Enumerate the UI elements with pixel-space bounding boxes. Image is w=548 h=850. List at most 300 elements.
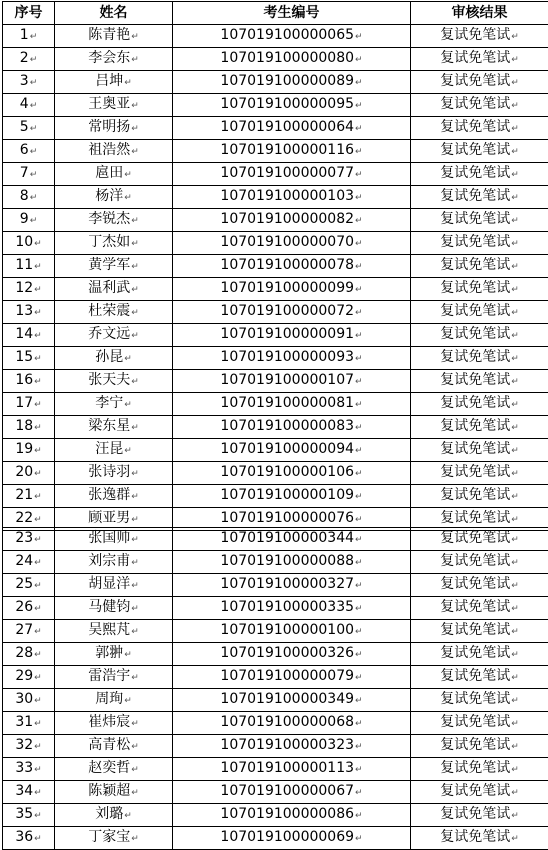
review-result: 复试免笔试 [440,714,510,730]
table-row [3,689,548,712]
exam-id: 107019100000113 [220,760,354,776]
exam-id-cell [173,620,411,643]
review-result: 复试免笔试 [440,211,510,227]
paragraph-mark-icon: ↵ [355,558,363,568]
row-number-cell [3,301,55,324]
table-row [3,347,548,370]
table-row [3,462,548,485]
exam-id-cell [173,255,411,278]
student-name-cell [55,666,173,689]
review-result-cell [411,551,548,574]
review-result: 复试免笔试 [440,96,510,112]
paragraph-mark-icon: ↵ [355,834,363,844]
student-name-cell [55,735,173,758]
exam-id-cell [173,735,411,758]
paragraph-mark-icon: ↵ [511,400,519,410]
review-result-cell [411,186,548,209]
paragraph-mark-icon: ↵ [34,308,42,318]
student-name: 黄学军 [88,257,130,273]
paragraph-mark-icon: ↵ [355,719,363,729]
row-number-cell [3,140,55,163]
row-number: 15 [15,349,33,365]
student-name-cell [55,255,173,278]
exam-id-cell [173,551,411,574]
row-number: 14 [15,326,33,342]
paragraph-mark-icon: ↵ [131,262,139,272]
paragraph-mark-icon: ↵ [34,719,42,729]
paragraph-mark-icon: ↵ [34,673,42,683]
row-number: 25 [15,576,33,592]
exam-id: 107019100000080 [220,50,354,66]
paragraph-mark-icon: ↵ [34,765,42,775]
table-row [3,140,548,163]
exam-id-cell [173,393,411,416]
paragraph-mark-icon: ↵ [355,331,363,341]
paragraph-mark-icon: ↵ [355,55,363,65]
paragraph-mark-icon: ↵ [511,581,519,591]
exam-id: 107019100000099 [220,280,354,296]
review-result: 复试免笔试 [440,737,510,753]
student-name-cell [55,643,173,666]
paragraph-mark-icon: ↵ [124,78,132,88]
review-result-cell [411,25,548,48]
review-result: 复试免笔试 [440,645,510,661]
paragraph-mark-icon: ↵ [355,239,363,249]
paragraph-mark-icon: ↵ [124,696,132,706]
row-number: 34 [15,783,33,799]
paragraph-mark-icon: ↵ [511,423,519,433]
review-result-cell [411,416,548,439]
row-number-cell [3,597,55,620]
exam-id: 107019100000106 [220,464,354,480]
review-result-cell [411,439,548,462]
review-result: 复试免笔试 [440,372,510,388]
row-number: 13 [15,303,33,319]
student-name: 崔炜宸 [88,714,130,730]
paragraph-mark-icon: ↵ [34,423,42,433]
table-row [3,301,548,324]
row-number-cell [3,117,55,140]
table-row [3,209,548,232]
review-result: 复试免笔试 [440,691,510,707]
review-result: 复试免笔试 [440,27,510,43]
paragraph-mark-icon: ↵ [30,216,38,226]
table-row [3,528,548,551]
header-no: 序号 [3,2,55,25]
student-name-cell [55,416,173,439]
review-result-cell [411,781,548,804]
paragraph-mark-icon: ↵ [30,124,38,134]
row-number-cell [3,232,55,255]
student-name-cell [55,439,173,462]
exam-id: 107019100000068 [220,714,354,730]
row-number-cell [3,416,55,439]
exam-id: 107019100000076 [220,510,354,526]
row-number: 24 [15,553,33,569]
review-result-cell [411,370,548,393]
student-name: 吕坤 [95,73,123,89]
paragraph-mark-icon: ↵ [131,308,139,318]
review-result: 复试免笔试 [440,257,510,273]
paragraph-mark-icon: ↵ [355,423,363,433]
paragraph-mark-icon: ↵ [511,558,519,568]
student-name-cell [55,140,173,163]
student-name: 张天夫 [88,372,130,388]
paragraph-mark-icon: ↵ [34,492,42,502]
exam-id-cell [173,485,411,508]
table-row [3,439,548,462]
paragraph-mark-icon: ↵ [511,216,519,226]
paragraph-mark-icon: ↵ [511,673,519,683]
exam-id: 107019100000081 [220,395,354,411]
table-body-part-2 [3,528,548,850]
review-result-cell [411,643,548,666]
exam-id-cell [173,25,411,48]
paragraph-mark-icon: ↵ [131,604,139,614]
exam-id: 107019100000088 [220,553,354,569]
row-number: 1 [20,27,29,43]
row-number: 30 [15,691,33,707]
row-number: 33 [15,760,33,776]
paragraph-mark-icon: ↵ [511,32,519,42]
exam-id: 107019100000326 [220,645,354,661]
student-name: 周珣 [95,691,123,707]
paragraph-mark-icon: ↵ [34,834,42,844]
review-result-cell [411,666,548,689]
student-name-cell [55,278,173,301]
row-number-cell [3,620,55,643]
table-row [3,827,548,850]
row-number-cell [3,781,55,804]
paragraph-mark-icon: ↵ [355,262,363,272]
paragraph-mark-icon: ↵ [131,101,139,111]
exam-id-cell [173,689,411,712]
row-number: 18 [15,418,33,434]
exam-id: 107019100000103 [220,188,354,204]
paragraph-mark-icon: ↵ [511,78,519,88]
exam-id-cell [173,278,411,301]
row-number-cell [3,666,55,689]
paragraph-mark-icon: ↵ [131,216,139,226]
paragraph-mark-icon: ↵ [34,469,42,479]
review-result-cell [411,485,548,508]
review-result-cell [411,620,548,643]
student-name: 李会东 [88,50,130,66]
paragraph-mark-icon: ↵ [355,285,363,295]
review-result-cell [411,301,548,324]
paragraph-mark-icon: ↵ [34,285,42,295]
student-name-cell [55,781,173,804]
exam-id: 107019100000094 [220,441,354,457]
review-result: 复试免笔试 [440,622,510,638]
student-name: 杜荣震 [88,303,130,319]
exam-id: 107019100000349 [220,691,354,707]
review-result: 复试免笔试 [440,395,510,411]
table-row [3,232,548,255]
exam-id: 107019100000078 [220,257,354,273]
review-result-cell [411,48,548,71]
paragraph-mark-icon: ↵ [34,811,42,821]
paragraph-mark-icon: ↵ [131,377,139,387]
header-name: 姓名 [55,2,173,25]
review-result: 复试免笔试 [440,119,510,135]
paragraph-mark-icon: ↵ [511,742,519,752]
row-number: 28 [15,645,33,661]
student-name-cell [55,163,173,186]
table-row [3,370,548,393]
review-result-cell [411,735,548,758]
row-number-cell [3,393,55,416]
row-number-cell [3,186,55,209]
table-row [3,278,548,301]
review-result-cell [411,94,548,117]
row-number-cell [3,324,55,347]
paragraph-mark-icon: ↵ [511,788,519,798]
exam-id-cell [173,597,411,620]
student-name-cell [55,48,173,71]
exam-id-cell [173,666,411,689]
exam-id: 107019100000083 [220,418,354,434]
row-number-cell [3,827,55,850]
paragraph-mark-icon: ↵ [511,446,519,456]
table-row [3,597,548,620]
row-number-cell [3,439,55,462]
student-name: 汪昆 [95,441,123,457]
table-row [3,186,548,209]
row-number-cell [3,94,55,117]
table-row [3,758,548,781]
paragraph-mark-icon: ↵ [355,354,363,364]
paragraph-mark-icon: ↵ [355,673,363,683]
exam-id: 107019100000067 [220,783,354,799]
student-name: 常明扬 [88,119,130,135]
paragraph-mark-icon: ↵ [30,170,38,180]
review-result-cell [411,758,548,781]
exam-id: 107019100000109 [220,487,354,503]
student-name: 刘璐 [95,806,123,822]
exam-id: 107019100000079 [220,668,354,684]
row-number: 3 [20,73,29,89]
paragraph-mark-icon: ↵ [511,101,519,111]
exam-id: 107019100000116 [220,142,354,158]
exam-id-cell [173,574,411,597]
student-name-cell [55,827,173,850]
student-name-cell [55,804,173,827]
paragraph-mark-icon: ↵ [355,216,363,226]
paragraph-mark-icon: ↵ [131,469,139,479]
paragraph-mark-icon: ↵ [511,535,519,545]
paragraph-mark-icon: ↵ [131,147,139,157]
row-number-cell [3,71,55,94]
review-result-cell [411,140,548,163]
exam-id-cell [173,781,411,804]
review-result: 复试免笔试 [440,50,510,66]
paragraph-mark-icon: ↵ [124,193,132,203]
row-number: 22 [15,510,33,526]
row-number: 9 [20,211,29,227]
paragraph-mark-icon: ↵ [355,788,363,798]
paragraph-mark-icon: ↵ [34,515,42,525]
table-row [3,117,548,140]
paragraph-mark-icon: ↵ [131,765,139,775]
student-name-cell [55,689,173,712]
review-result-cell [411,278,548,301]
exam-id-cell [173,301,411,324]
exam-id-cell [173,416,411,439]
row-number: 36 [15,829,33,845]
paragraph-mark-icon: ↵ [511,627,519,637]
table-row [3,804,548,827]
paragraph-mark-icon: ↵ [355,650,363,660]
review-result: 复试免笔试 [440,349,510,365]
paragraph-mark-icon: ↵ [511,834,519,844]
review-result: 复试免笔试 [440,234,510,250]
paragraph-mark-icon: ↵ [511,696,519,706]
table-row [3,643,548,666]
review-result-cell [411,347,548,370]
exam-id: 107019100000323 [220,737,354,753]
exam-id-cell [173,163,411,186]
paragraph-mark-icon: ↵ [131,124,139,134]
review-result-cell [411,712,548,735]
exam-id: 107019100000070 [220,234,354,250]
exam-id-cell [173,758,411,781]
student-name: 陈青艳 [88,27,130,43]
review-result: 复试免笔试 [440,510,510,526]
student-name-cell [55,462,173,485]
review-result: 复试免笔试 [440,599,510,615]
paragraph-mark-icon: ↵ [34,696,42,706]
paragraph-mark-icon: ↵ [30,147,38,157]
header-result: 审核结果 [411,2,548,25]
row-number: 31 [15,714,33,730]
row-number: 23 [15,530,33,546]
exam-id-cell [173,94,411,117]
student-name: 扈田 [95,165,123,181]
review-result: 复试免笔试 [440,188,510,204]
student-name: 杨洋 [95,188,123,204]
row-number: 17 [15,395,33,411]
paragraph-mark-icon: ↵ [355,170,363,180]
paragraph-mark-icon: ↵ [131,32,139,42]
paragraph-mark-icon: ↵ [34,535,42,545]
review-result: 复试免笔试 [440,829,510,845]
student-name-cell [55,758,173,781]
review-result: 复试免笔试 [440,441,510,457]
paragraph-mark-icon: ↵ [511,193,519,203]
exam-id: 107019100000091 [220,326,354,342]
row-number: 35 [15,806,33,822]
table-row [3,485,548,508]
table-body-part-1 [3,25,548,531]
student-name: 胡显洋 [88,576,130,592]
student-name: 张诗羽 [88,464,130,480]
paragraph-mark-icon: ↵ [355,101,363,111]
row-number-cell [3,804,55,827]
paragraph-mark-icon: ↵ [355,400,363,410]
paragraph-mark-icon: ↵ [511,469,519,479]
exam-id-cell [173,804,411,827]
table-row [3,255,548,278]
exam-id-cell [173,643,411,666]
paragraph-mark-icon: ↵ [355,581,363,591]
exam-id-cell [173,347,411,370]
paragraph-mark-icon: ↵ [30,193,38,203]
student-name-cell [55,301,173,324]
student-name: 张逸群 [88,487,130,503]
paragraph-mark-icon: ↵ [131,673,139,683]
exam-id: 107019100000344 [220,530,354,546]
student-name-cell [55,94,173,117]
paragraph-mark-icon: ↵ [124,446,132,456]
review-result: 复试免笔试 [440,303,510,319]
exam-id: 107019100000077 [220,165,354,181]
exam-id-cell [173,370,411,393]
exam-id-cell [173,209,411,232]
row-number: 27 [15,622,33,638]
row-number: 26 [15,599,33,615]
student-name: 乔文远 [88,326,130,342]
student-name: 李宁 [95,395,123,411]
student-name-cell [55,393,173,416]
paragraph-mark-icon: ↵ [355,469,363,479]
header-row [3,2,548,25]
review-result-cell [411,71,548,94]
row-number-cell [3,48,55,71]
paragraph-mark-icon: ↵ [30,32,38,42]
paragraph-mark-icon: ↵ [30,55,38,65]
review-result-cell [411,528,548,551]
exam-id: 107019100000086 [220,806,354,822]
paragraph-mark-icon: ↵ [34,239,42,249]
review-result: 复试免笔试 [440,487,510,503]
review-result: 复试免笔试 [440,553,510,569]
paragraph-mark-icon: ↵ [131,492,139,502]
student-name: 高青松 [88,737,130,753]
paragraph-mark-icon: ↵ [34,788,42,798]
row-number: 11 [15,257,33,273]
row-number: 19 [15,441,33,457]
row-number: 16 [15,372,33,388]
review-result: 复试免笔试 [440,668,510,684]
table-row [3,551,548,574]
review-result-cell [411,117,548,140]
row-number-cell [3,347,55,370]
exam-id: 107019100000082 [220,211,354,227]
paragraph-mark-icon: ↵ [355,124,363,134]
paragraph-mark-icon: ↵ [34,262,42,272]
exam-id-cell [173,140,411,163]
paragraph-mark-icon: ↵ [355,811,363,821]
row-number: 4 [20,96,29,112]
review-result-cell [411,804,548,827]
student-name: 顾亚男 [88,510,130,526]
paragraph-mark-icon: ↵ [355,377,363,387]
student-name: 梁东星 [88,418,130,434]
paragraph-mark-icon: ↵ [131,515,139,525]
paragraph-mark-icon: ↵ [355,535,363,545]
row-number: 12 [15,280,33,296]
review-result-cell [411,324,548,347]
exam-id-cell [173,462,411,485]
paragraph-mark-icon: ↵ [511,285,519,295]
student-name-cell [55,620,173,643]
paragraph-mark-icon: ↵ [511,719,519,729]
paragraph-mark-icon: ↵ [511,492,519,502]
table-row [3,574,548,597]
paragraph-mark-icon: ↵ [131,239,139,249]
paragraph-mark-icon: ↵ [131,627,139,637]
